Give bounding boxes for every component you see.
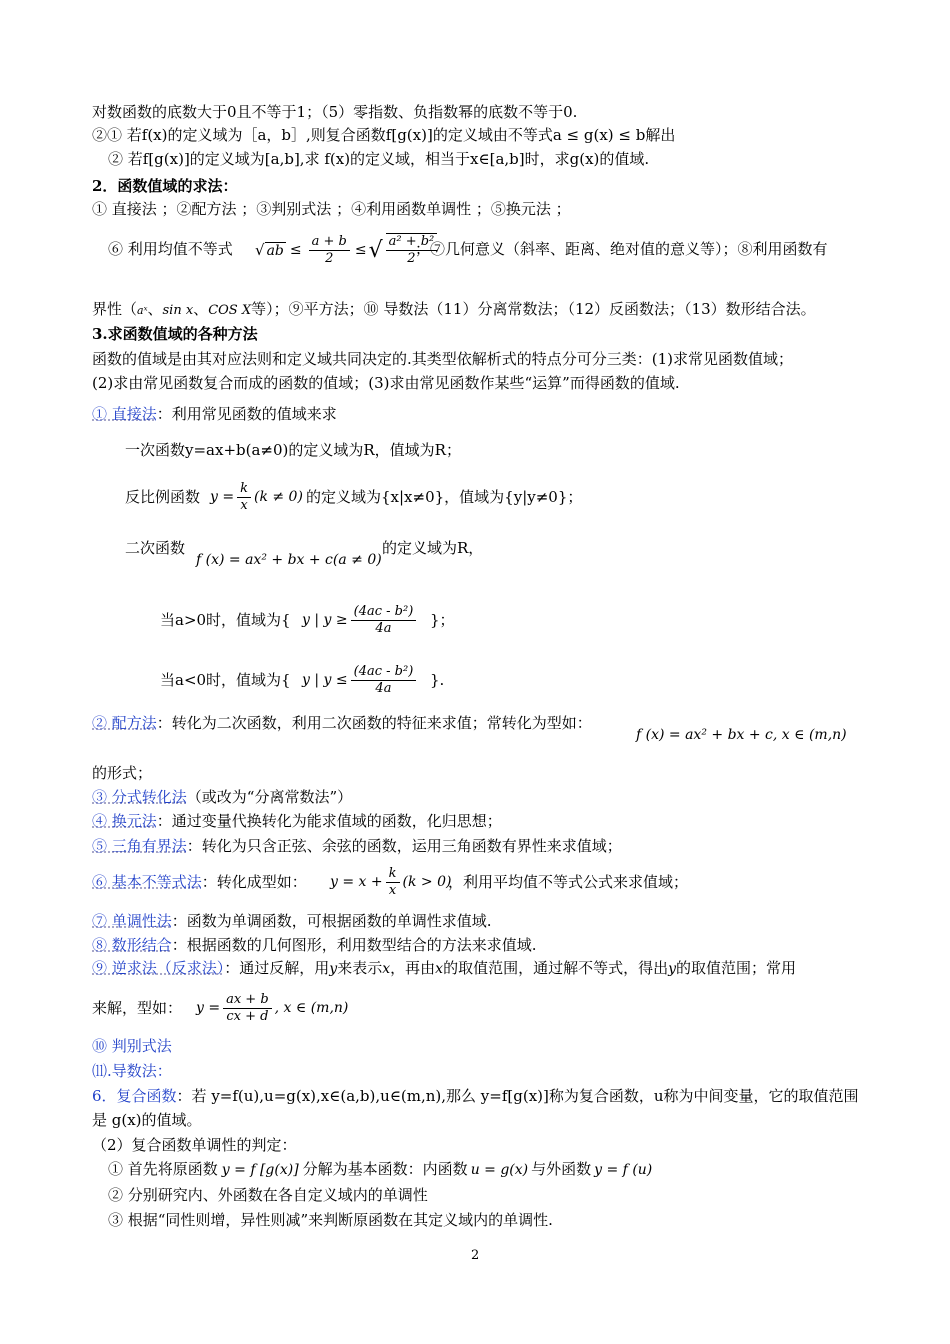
fraction <box>386 866 400 899</box>
method-label: ⑧ 数形结合 <box>92 936 172 954</box>
text: 与外函数 <box>531 1160 592 1178</box>
text: ②① 若f(x)的定义域为［a，b］,则复合函数f[g(x)]的定义域由不等式a ≤ g(x) ≤ b解出 <box>92 126 676 144</box>
text: 分解为基本函数：内函数 <box>302 1160 468 1178</box>
text: ⑥ 利用均值不等式 <box>108 240 233 258</box>
text: 、 <box>147 300 163 318</box>
fraction <box>223 992 272 1025</box>
text-line <box>306 488 582 506</box>
quadratic-formula <box>196 551 382 569</box>
text: ① 首先将原函数 <box>108 1160 218 1178</box>
formula-part: aˣ <box>137 304 148 317</box>
text: 界性（ <box>92 300 138 318</box>
text-line <box>430 671 444 689</box>
formula-part: y | y ≥ <box>302 612 348 628</box>
text: ，再由 <box>390 959 436 977</box>
text: ：根据函数的几何图形，利用数型结合的方法来求值域. <box>171 936 537 954</box>
text: ：若 y=f(u),u=g(x),x∈(a,b),u∈(m,n),那么 y=f[g(x)]称为复合函数，u称为中间变量，它的取值范围 <box>176 1087 859 1105</box>
formula-part: f (x) = ax² + bx + c(a ≠ 0) <box>196 552 382 568</box>
section-heading <box>92 325 258 343</box>
formula-part: ≤ <box>289 242 302 258</box>
formula-part: y = f (u) <box>594 1162 653 1178</box>
text-line <box>92 1087 859 1105</box>
denominator: 2 <box>325 250 334 266</box>
text: 、 <box>193 300 209 318</box>
text-line <box>92 999 182 1017</box>
text: 一次函数y=ax+b(a≠0)的定义域为R，值域为R； <box>125 441 461 459</box>
method-label: ④ 换元法 <box>92 812 157 830</box>
text-line <box>382 539 483 557</box>
formula-part: y = <box>210 489 235 505</box>
text: 函数的值域是由其对应法则和定义域共同决定的.其类型依解析式的特点分可分三类：(1)求常见函数值域； <box>92 350 794 368</box>
text-line <box>108 240 233 258</box>
text: 的取值范围；常用 <box>676 959 797 977</box>
text-line <box>125 441 461 459</box>
text-line <box>92 1136 297 1154</box>
denominator: cx + d <box>226 1008 269 1024</box>
numerator: k <box>237 481 251 498</box>
quadratic-domain-formula <box>636 726 847 744</box>
text-line <box>160 611 291 629</box>
text-line <box>92 812 502 830</box>
denominator: x <box>388 882 397 898</box>
text: （2）复合函数单调性的判定： <box>92 1136 297 1154</box>
formula-part: x <box>382 961 391 977</box>
text-line <box>415 240 828 258</box>
formula-part: y <box>668 961 676 977</box>
text: ：转化成型如： <box>201 873 307 891</box>
text: ；⑦几何意义（斜率、距离、绝对值的意义等）；⑧利用函数有 <box>415 240 828 258</box>
text: （或改为“分离常数法”） <box>186 788 353 806</box>
text: 对数函数的底数大于0且不等于1；（5）零指数、负指数幂的底数不等于0. <box>92 103 578 121</box>
formula-part: , x ∈ (m,n) <box>274 1000 349 1016</box>
fraction <box>309 234 350 267</box>
text: ：通过变量代换转化为能求值域的函数，化归思想； <box>156 812 502 830</box>
text: ：利用常见函数的值域来求 <box>156 405 337 423</box>
method-label: ① 直接法 <box>92 405 157 423</box>
text: 3.求函数值域的各种方法 <box>92 325 258 343</box>
text: 的定义域为R， <box>382 539 484 557</box>
text-line <box>92 873 307 891</box>
method-label: ⑨ 逆求法（反求法） <box>92 959 225 977</box>
formula-part: sin x <box>162 303 194 318</box>
text-line <box>108 1160 655 1179</box>
formula-part: ab <box>266 242 284 259</box>
formula-part: ≤ <box>354 242 367 258</box>
text: (2)求由常见函数复合而成的函数的值域；(3)求由常见函数作某些“运算”而得函数的值域. <box>92 374 680 392</box>
text: 的形式； <box>92 764 153 782</box>
formula-part: COS X <box>208 303 252 318</box>
formula-part: (k ≠ 0) <box>253 489 303 505</box>
formula-part: x <box>435 961 444 977</box>
formula-part: y = <box>196 1000 221 1016</box>
numerator: (4ac - b²) <box>351 664 417 681</box>
text: 二次函数 <box>125 539 186 557</box>
text-line <box>92 350 793 368</box>
text-line <box>92 714 592 732</box>
text-line <box>108 150 649 168</box>
text-line <box>92 300 816 320</box>
text: ② 若f[g(x)]的定义域为[a,b],求 f(x)的定义域，相当于x∈[a,b]时，求g(x)的值域. <box>108 150 650 168</box>
text: 当a<0时，值域为{ <box>160 671 291 689</box>
text: 反比例函数 <box>125 488 201 506</box>
formula-part: y = x + <box>330 874 383 890</box>
range-formula-positive <box>302 598 419 642</box>
numerator: a² + b² <box>386 234 438 251</box>
text-line <box>92 1111 202 1129</box>
numerator: (4ac - b²) <box>351 604 417 621</box>
mean-inequality-formula: √ ab ≤ $\frac{a + b}{2}$ ≤ √ $\frac{\text{a² + b²}}{2}$ <box>255 228 440 272</box>
formula-part: y = f [g(x)] <box>221 1162 299 1178</box>
text: 当a>0时，值域为{ <box>160 611 291 629</box>
text-line <box>160 671 291 689</box>
text: ③ 根据“同性则增，异性则减”来判断原函数在其定义域内的单调性. <box>108 1211 553 1229</box>
text: 来表示 <box>337 959 383 977</box>
denominator: 4a <box>375 680 392 696</box>
range-formula-negative <box>302 658 419 702</box>
text-line <box>448 873 688 891</box>
text: ⑾.导数法： <box>92 1062 172 1080</box>
method-label: ③ 分式转化法 <box>92 788 187 806</box>
inverse-function-formula <box>210 476 303 518</box>
fraction <box>351 604 417 637</box>
text: ⑩ 判别式法 <box>92 1037 172 1055</box>
text: ① 直接法 ；②配方法 ；③判别式法 ；④利用函数单调性 ；⑤换元法 ； <box>92 200 571 218</box>
text-line <box>92 103 577 121</box>
method-label: ⑦ 单调性法 <box>92 912 172 930</box>
formula-part: y | y ≤ <box>302 672 348 688</box>
text: ：转化为只含正弦、余弦的函数，运用三角函数有界性来求值域； <box>186 837 622 855</box>
numerator: k <box>386 866 400 883</box>
text-line <box>125 539 185 557</box>
formula-part: y <box>329 961 338 977</box>
text-line <box>108 1211 553 1229</box>
formula-part: f (x) = ax² + bx + c, x ∈ (m,n) <box>636 727 847 743</box>
text: ：函数为单调函数，可根据函数的单调性求值域. <box>171 912 492 930</box>
section-heading <box>92 177 237 195</box>
text: 2．函数值域的求法： <box>92 177 238 195</box>
text: ，利用平均值不等式公式来求值域； <box>448 873 689 891</box>
text-line <box>92 405 337 423</box>
formula-part: (k > 0) <box>402 874 452 890</box>
text-line <box>92 959 796 978</box>
numerator: ax + b <box>223 992 272 1009</box>
text-line <box>92 764 152 782</box>
method-label: ⑤ 三角有界法 <box>92 837 187 855</box>
method-label <box>92 1062 172 1080</box>
formula-part: u = g(x) <box>470 1162 529 1178</box>
text-line <box>92 374 680 392</box>
fraction <box>237 481 251 514</box>
text: }. <box>430 671 445 689</box>
numerator: a + b <box>309 234 350 251</box>
text: 的取值范围，通过解不等式，得出 <box>443 959 669 977</box>
text: ：转化为二次函数，利用二次函数的特征来求值；常转化为型如： <box>156 714 592 732</box>
text: ② 分别研究内、外函数在各自定义域内的单调性 <box>108 1186 428 1204</box>
inverse-solve-formula <box>196 986 348 1030</box>
text: ：通过反解，用 <box>224 959 330 977</box>
method-label <box>92 1037 172 1055</box>
fraction <box>351 664 417 697</box>
page-number: 2 <box>471 1248 480 1263</box>
denominator: 2 <box>407 251 416 266</box>
text-line <box>92 126 675 144</box>
text: 是 g(x)的值域。 <box>92 1111 202 1129</box>
text: 的定义域为{x|x≠0}，值域为{y|y≠0}； <box>306 488 583 506</box>
method-label: ② 配方法 <box>92 714 157 732</box>
text-line <box>125 488 200 506</box>
denominator: x <box>240 497 248 513</box>
text-line <box>92 936 537 954</box>
text-line <box>430 611 455 629</box>
basic-inequality-formula <box>330 861 451 903</box>
text: }； <box>430 611 455 629</box>
text-line <box>92 788 352 806</box>
text-line <box>92 912 492 930</box>
text: 来解，型如： <box>92 999 183 1017</box>
text-line <box>92 200 571 218</box>
text: 等）；⑨平方法；⑩ 导数法（11）分离常数法；（12）反函数法；（13）数形结合法。 <box>251 300 816 318</box>
text-line <box>92 837 622 855</box>
denominator: 4a <box>375 620 392 636</box>
text-line <box>108 1186 428 1204</box>
method-label: 6．复合函数 <box>92 1087 177 1105</box>
method-label: ⑥ 基本不等式法 <box>92 873 202 891</box>
